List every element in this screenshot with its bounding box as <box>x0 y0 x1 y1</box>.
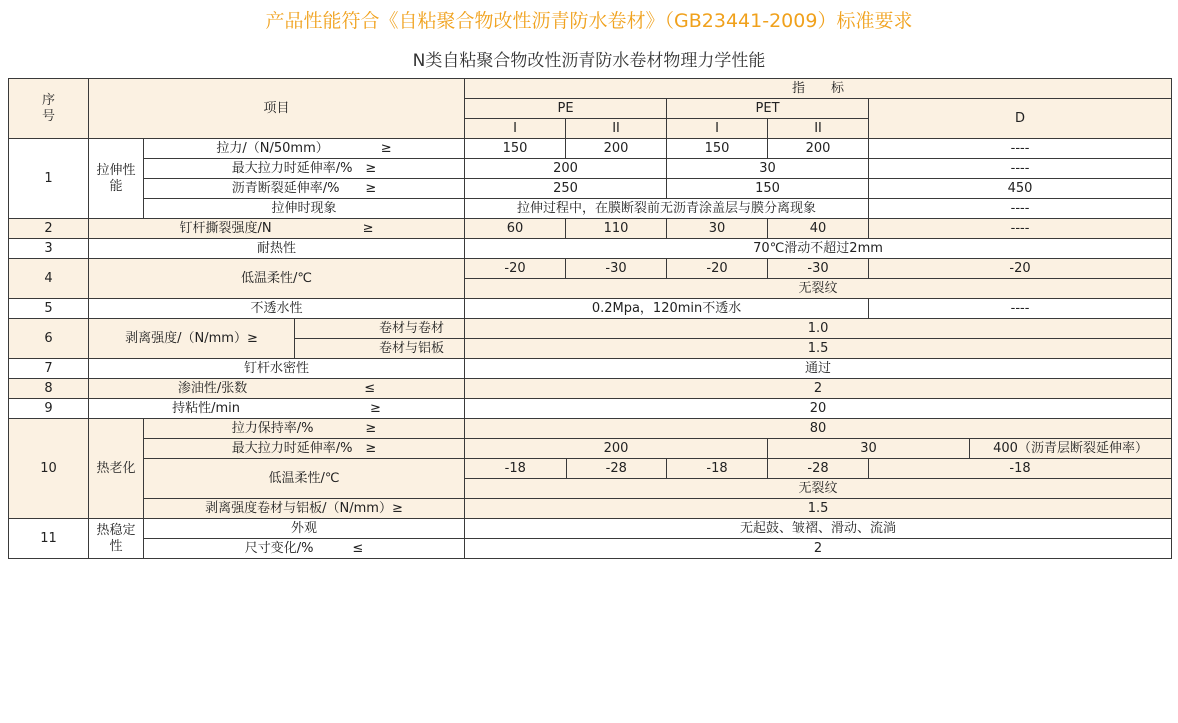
item-label-text: 持粘性/min <box>172 400 241 416</box>
cell-value: 200 <box>465 439 768 459</box>
table-row <box>9 299 1172 319</box>
row-number: 1 <box>9 139 89 219</box>
table-row <box>9 439 1172 459</box>
sub-item-label: 卷材与卷材 <box>295 319 465 339</box>
item-label <box>89 379 465 399</box>
row-group: 热老化 <box>89 419 144 519</box>
header-index: 指 标 <box>465 79 1172 99</box>
item-label <box>144 159 465 179</box>
header-item: 项目 <box>89 79 465 139</box>
row-number: 7 <box>9 359 89 379</box>
row-number: 11 <box>9 519 89 559</box>
table-row <box>9 399 1172 419</box>
item-label <box>144 419 465 439</box>
cell-value: 1.0 <box>465 319 1172 339</box>
cell-value: 拉伸过程中，在膜断裂前无沥青涂盖层与膜分离现象 <box>465 199 869 219</box>
item-label: 低温柔性/℃ <box>144 459 465 499</box>
compare-symbol: ≥ <box>365 180 377 196</box>
header-pe-type1: I <box>465 119 566 139</box>
cell-value <box>465 459 667 479</box>
item-label <box>144 179 465 199</box>
cell-value: 2 <box>465 539 1172 559</box>
header-pet-type2: II <box>768 119 869 139</box>
cell-value: 0.2Mpa，120min不透水 <box>465 299 869 319</box>
cell-value: 150 <box>667 139 768 159</box>
table-row <box>9 219 1172 239</box>
cell-value: 1.5 <box>465 339 1172 359</box>
cell-value: ---- <box>869 139 1172 159</box>
header-d: D <box>869 99 1172 139</box>
cell-value: 400（沥青层断裂延伸率） <box>970 439 1172 459</box>
cell-value: 30 <box>667 159 869 179</box>
cell-value: -30 <box>768 259 869 279</box>
cell-value: ---- <box>869 159 1172 179</box>
cell-value: 无裂纹 <box>465 479 1172 499</box>
row-group: 热稳定 性 <box>89 519 144 559</box>
cell-value: 200 <box>566 139 667 159</box>
cell-value: -28 <box>768 459 869 479</box>
cell-value: 450 <box>869 179 1172 199</box>
cell-value: 无起鼓、皱褶、滑动、流淌 <box>465 519 1172 539</box>
item-label <box>89 219 465 239</box>
row-group: 拉伸性 能 <box>89 139 144 219</box>
row-number: 5 <box>9 299 89 319</box>
cell-value: 200 <box>465 159 667 179</box>
table-row <box>9 139 1172 159</box>
row-number: 9 <box>9 399 89 419</box>
item-label-text: 尺寸变化/% <box>244 540 314 556</box>
item-label-text: 最大拉力时延伸率/% <box>231 440 353 456</box>
cell-value: -20 <box>465 259 566 279</box>
header-pet-type1: I <box>667 119 768 139</box>
cell-value: -18 <box>667 459 768 479</box>
cell-value: -20 <box>869 259 1172 279</box>
table-row <box>9 199 1172 219</box>
cell-value: 150 <box>465 139 566 159</box>
table-row <box>9 419 1172 439</box>
row-number: 3 <box>9 239 89 259</box>
row-number: 10 <box>9 419 89 519</box>
item-label: 不透水性 <box>89 299 465 319</box>
table-row <box>9 359 1172 379</box>
item-label: 拉伸时现象 <box>144 199 465 219</box>
table-row <box>9 179 1172 199</box>
cell-value: 200 <box>768 139 869 159</box>
cell-value: -18 <box>465 459 567 478</box>
compare-symbol: ≥ <box>365 440 377 456</box>
cell-value: -28 <box>605 461 627 476</box>
compare-symbol: ≥ <box>365 420 377 436</box>
item-label <box>144 439 465 459</box>
page-title: 产品性能符合《自粘聚合物改性沥青防水卷材》（GB23441-2009）标准要求 <box>265 10 913 32</box>
item-label: 剥离强度/（N/mm）≥ <box>89 319 295 359</box>
cell-value: 无裂纹 <box>465 279 1172 299</box>
item-label-text: 沥青断裂延伸率/% <box>231 180 340 196</box>
header-row <box>9 79 1172 99</box>
table-row <box>9 319 1172 339</box>
table-row <box>9 459 1172 479</box>
cell-value: -30 <box>566 259 667 279</box>
cell-value: ---- <box>869 299 1172 319</box>
table-row <box>9 539 1172 559</box>
table-row <box>9 379 1172 399</box>
compare-symbol: ≤ <box>364 380 376 396</box>
cell-value: 2 <box>465 379 1172 399</box>
item-label: 剥离强度卷材与铝板/（N/mm）≥ <box>144 499 465 519</box>
item-label: 外观 <box>144 519 465 539</box>
header-seq: 序 号 <box>9 79 89 139</box>
table-row <box>9 239 1172 259</box>
cell-value: -20 <box>667 259 768 279</box>
cell-value: 70℃滑动不超过2mm <box>465 239 1172 259</box>
item-label <box>144 539 465 559</box>
cell-value: -18 <box>869 459 1172 479</box>
table-row <box>9 159 1172 179</box>
row-number: 2 <box>9 219 89 239</box>
item-label: 耐热性 <box>89 239 465 259</box>
header-pe: PE <box>465 99 667 119</box>
cell-value: 60 <box>465 219 566 239</box>
cell-value: 30 <box>768 439 970 459</box>
item-label-text: 渗油性/张数 <box>177 380 248 396</box>
compare-symbol: ≥ <box>370 400 381 416</box>
cell-value: ---- <box>869 219 1172 239</box>
cell-value: ---- <box>869 199 1172 219</box>
header-pet: PET <box>667 99 869 119</box>
cell-value: 40 <box>768 219 869 239</box>
compare-symbol: ≥ <box>365 160 377 176</box>
item-label-text: 最大拉力时延伸率/% <box>231 160 353 176</box>
table-subtitle: N类自粘聚合物改性沥青防水卷材物理力学性能 <box>412 51 766 71</box>
table-row <box>9 519 1172 539</box>
cell-value: 150 <box>667 179 869 199</box>
item-label-text: 拉力保持率/% <box>231 420 314 436</box>
sub-item-label: 卷材与铝板 <box>295 339 465 359</box>
item-label-text: 拉力/（N/50mm） <box>216 140 329 156</box>
item-label: 钉杆水密性 <box>89 359 465 379</box>
item-label <box>144 139 465 159</box>
header-pe-type2: II <box>566 119 667 139</box>
compare-symbol: ≥ <box>362 220 374 236</box>
cell-value: 通过 <box>465 359 1172 379</box>
item-label-text: 钉杆撕裂强度/N <box>179 220 272 236</box>
spec-table <box>8 78 1172 559</box>
cell-value: 110 <box>566 219 667 239</box>
table-row <box>9 259 1172 279</box>
cell-value: 1.5 <box>465 499 1172 519</box>
item-label: 低温柔性/℃ <box>89 259 465 299</box>
cell-value: 250 <box>465 179 667 199</box>
row-number: 4 <box>9 259 89 299</box>
cell-value: 20 <box>465 399 1172 419</box>
row-number: 6 <box>9 319 89 359</box>
cell-value: 80 <box>465 419 1172 439</box>
item-label <box>89 399 465 419</box>
compare-symbol: ≥ <box>380 140 392 156</box>
table-row <box>9 499 1172 519</box>
row-number: 8 <box>9 379 89 399</box>
cell-value: 30 <box>667 219 768 239</box>
compare-symbol: ≤ <box>352 540 364 556</box>
